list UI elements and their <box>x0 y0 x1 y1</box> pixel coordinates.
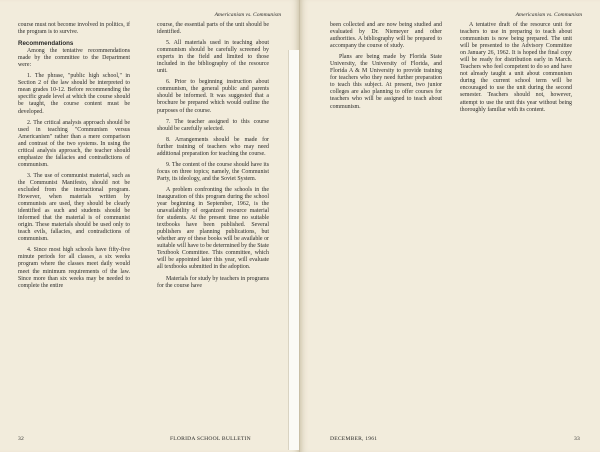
right-page-column-1 <box>330 22 442 115</box>
running-header-right: Americanism vs. Communism <box>515 12 582 18</box>
footer-title: FLORIDA SCHOOL BULLETIN <box>170 436 251 442</box>
paragraph: 6. Prior to beginning instruction about communism, the general public and parents should be informed. It was suggested that a brochure be prepared which would outline the purposes of the course. <box>157 79 269 114</box>
right-page <box>300 0 600 452</box>
section-heading: Recommendations <box>18 40 74 48</box>
page-number-left: 32 <box>18 436 24 442</box>
paragraph: 2. The critical analysis approach should be used in teaching "Communism versus Americanism" rather than a mere comparison and contrast of the two systems. In using the critical analysis approach, the teacher should emphasize the fallacies and contradictions of communism. <box>18 119 130 168</box>
paragraph: Plans are being made by Florida State University, the University of Florida, and Florida A & M University to provide training for teachers who they need further preparation to teach this subject. At present, two junior colleges are also planning to offer courses for teachers who will be assigned to teach about communism. <box>330 54 442 110</box>
paper-slip <box>288 50 299 450</box>
running-header-left: Americanism vs. Communism <box>214 12 281 18</box>
right-page-column-2 <box>460 22 572 118</box>
paragraph: 9. The content of the course should have its focus on three topics; namely, the Communist Party, its ideology, and the Soviet System. <box>157 161 269 182</box>
paragraph: A tentative draft of the resource unit for teachers to use in preparing to teach about communism is now being prepared. The unit will be presented to the Advisory Committee on January 26, 1962. It is hoped the final copy will be ready for distribution early in March. Teachers who feel competent to do so and have not already taught a unit about communism during the current school term will be encouraged to use the unit during the second semester. Teachers should not, however, attempt to use the unit this year without being thoroughly familiar with its content. <box>460 22 572 113</box>
left-page-column-2 <box>157 22 269 294</box>
paragraph: Among the tentative recommendations made by the committee to the Department were: <box>18 48 130 69</box>
paragraph: 1. The phrase, "public high school," in Section 2 of the law should be interpreted to mean grades 10-12. Before recommending the specific grade level at which the course should be taught, the course content must be developed. <box>18 73 130 115</box>
paragraph: 7. The teacher assigned to this course should be carefully selected. <box>157 118 269 132</box>
paragraph: course, the essential parts of the unit should be identified. <box>157 22 269 36</box>
paragraph: 8. Arrangements should be made for further training of teachers who may need additional preparation for teaching the course. <box>157 136 269 157</box>
paragraph: course must not become involved in politics, if the program is to survive. <box>18 22 130 36</box>
page-number-right: 33 <box>574 436 580 442</box>
footer-date: DECEMBER, 1961 <box>330 436 378 442</box>
left-page-column-1 <box>18 22 130 294</box>
paragraph: Materials for study by teachers in programs for the course have <box>157 275 269 289</box>
paragraph: 3. The use of communist material, such as the Communist Manifesto, should not be excluded from the instructional program. However, when materials written by communists are used, they should be clearly identified as such and students should be informed that the material is of communist origin. These materials should be used only to teach evils, fallacies, and contradictions of communism. <box>18 172 130 243</box>
paragraph: 4. Since most high schools have fifty-five minute periods for all classes, a six weeks program where the classes meet daily would meet the minimum requirements of the law. Since more than six weeks may be needed to complete the entire <box>18 247 130 289</box>
paragraph: A problem confronting the schools in the inauguration of this program during the school year beginning in September, 1962, is the unavailability of organized resource material for students. At the present time no suitable textbooks have been published. Several publishers are planning publications, but whether any of these books will be available or suitable will have to be determined by the State Textbook Committee. This committee, which will be appointed later this year, will evaluate all textbooks submitted in the adoption. <box>157 186 269 271</box>
paragraph: 5. All materials used in teaching about communism should be carefully screened by experts in the field and limited to those included in the bibliography of the resource unit. <box>157 40 269 75</box>
paragraph: been collected and are now being studied and evaluated by Dr. Niemeyer and other authorities. A bibliography will be prepared to accompany the course of study. <box>330 22 442 50</box>
